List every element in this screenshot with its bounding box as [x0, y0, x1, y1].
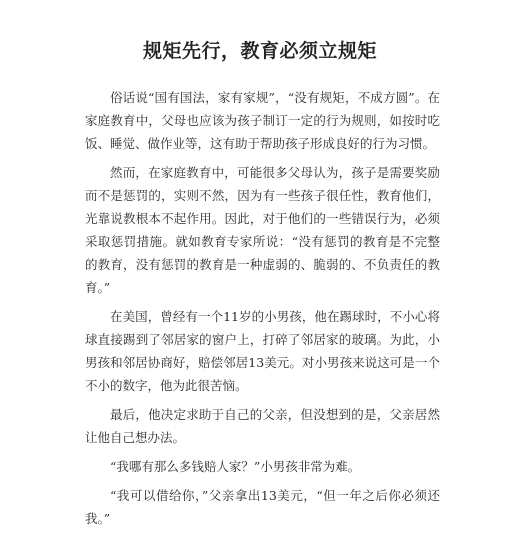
paragraph-5: “我哪有那么多钱赔人家？”小男孩非常为难。 — [110, 459, 361, 474]
page-title: 规矩先行，教育必须立规矩 — [142, 40, 377, 62]
paragraph-2: 然而，在家庭教育中，可能很多父母认为，孩子是需要奖励而不是惩罚的，实则不然，因为有一些孩子很任性，教育他们，光靠说教根本不起作用。因此，对于他们的一些错误行为，必须采取惩罚措施。就如教育专家所说：“没有惩罚的教育是不完整的教育，没有惩罚的教育是一种虚弱的、脆弱的、不负责任的教育。” — [85, 165, 440, 295]
paragraph-1: 俗话说“国有国法，家有家规”，“没有规矩，不成方圆”。在家庭教育中，父母也应该为孩子制订一定的行为规则，如按时吃饭、睡觉、做作业等，这有助于帮助孩子形成良好的行为习惯。 — [85, 90, 440, 151]
paragraph-6: “我可以借给你，”父亲拿出13美元，“但一年之后你必须还我。” — [85, 488, 440, 526]
article-body — [85, 86, 440, 536]
paragraph-3: 在美国，曾经有一个11岁的小男孩，他在踢球时，不小心将球直接踢到了邻居家的窗户上，打碎了邻居家的玻璃。为此，小男孩和邻居协商好，赔偿邻居13美元。对小男孩来说这可是一个不小的数字，他为此很苦恼。 — [85, 309, 440, 393]
paragraph-4: 最后，他决定求助于自己的父亲，但没想到的是，父亲居然让他自己想办法。 — [85, 407, 440, 445]
